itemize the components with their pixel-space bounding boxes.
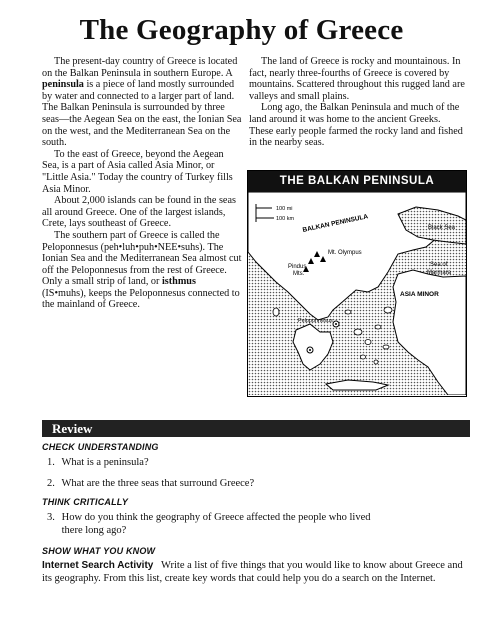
activity-label: Internet Search Activity	[42, 560, 154, 571]
right-paragraph-1: The land of Greece is rocky and mountainous. In fact, nearly three-fourths of Greece is covered by mountains. Scattered throughout this rugged land are valleys and small plains.	[249, 56, 465, 102]
label-olympus: Mt. Olympus	[328, 250, 362, 256]
left-paragraph-3: About 2,000 islands can be found in the seas all around Greece. One of the largest islands, Crete, lays southeast of Greece.	[42, 195, 236, 230]
label-asia-minor: ASIA MINOR	[400, 291, 439, 298]
question-1-text: What is a peninsula?	[61, 457, 149, 468]
vocab-term: isthmus	[161, 276, 196, 288]
question-3-text-line-1: How do you think the geography of Greece affected the people who lived	[61, 512, 371, 523]
question-3	[47, 512, 371, 537]
sparta-marker	[307, 347, 313, 353]
vocab-term: peninsula	[42, 79, 84, 91]
label-balkan: BALKAN PENINSULA	[301, 213, 369, 234]
page-title: The Geography of Greece	[79, 14, 404, 46]
question-1	[47, 457, 149, 470]
review-header-bar	[42, 420, 470, 437]
question-1-number: 1.	[47, 457, 55, 468]
scale-km: 100 km	[276, 216, 295, 222]
right-paragraph-2: Long ago, the Balkan Peninsula and much of the land around it was home to the ancient Greeks. These early people farmed the rocky land and fished in the nearby seas.	[249, 102, 463, 149]
label-marmara: Marmara	[427, 270, 452, 276]
balkan-map	[247, 170, 467, 397]
check-understanding-heading: CHECK UNDERSTANDING	[42, 442, 159, 452]
label-pindus-2: Mts.	[293, 271, 305, 277]
left-column	[42, 56, 242, 311]
think-critically-heading: THINK CRITICALLY	[42, 497, 129, 507]
left-paragraph-2: To the east of Greece, beyond the Aegean Sea, is a part of Asia called Asia Minor, or "Little Asia." Today the country of Turkey fills Asia Minor.	[42, 148, 233, 195]
label-sea-of: Sea of	[430, 262, 448, 268]
internet-search-activity	[42, 560, 470, 586]
left-paragraph-4: The southern part of Greece is called the Peloponnesus (peh•luh•puh•NEE•suhs). The Ionian Sea and the Mediterranean Sea almost cut off the Peloponnesus from the rest of Greece. Only a small strip of land, or isthmus (IS•muhs), keeps the Peloponnesus connected to the mainland of Greece.	[42, 229, 242, 311]
question-3-text-line-2: there long ago?	[61, 524, 127, 536]
left-paragraph-1: The present-day country of Greece is located on the Balkan Peninsula in southern Europe. A peninsula is a piece of land mostly surrounded by water and connected to a larger part of land. The Balkan Peninsula is surrounded by three seas—the Aegean Sea on the east, the Ionian Sea on the west, and the Mediterranean Sea on the south.	[42, 56, 242, 149]
review-title: Review	[52, 421, 93, 436]
right-column	[249, 56, 467, 149]
scale-miles: 100 mi	[276, 206, 293, 212]
question-3-number: 3.	[47, 512, 55, 523]
map-title: THE BALKAN PENINSULA	[248, 171, 466, 192]
question-2	[47, 478, 254, 491]
show-what-you-know-heading: SHOW WHAT YOU KNOW	[42, 546, 156, 556]
athens-marker	[333, 321, 339, 327]
label-black-sea: Black Sea	[428, 225, 456, 231]
question-2-text: What are the three seas that surround Greece?	[61, 478, 255, 489]
question-2-number: 2.	[47, 478, 55, 489]
activity-text: Write a list of five things that you would like to know about Greece and its geography. From this list, create key words that could help you do a search on the Internet.	[42, 560, 463, 584]
label-pindus-1: Pindus	[288, 264, 307, 270]
map-graphic	[248, 192, 466, 395]
label-peloponnesus: Peloponnesus	[298, 318, 333, 324]
